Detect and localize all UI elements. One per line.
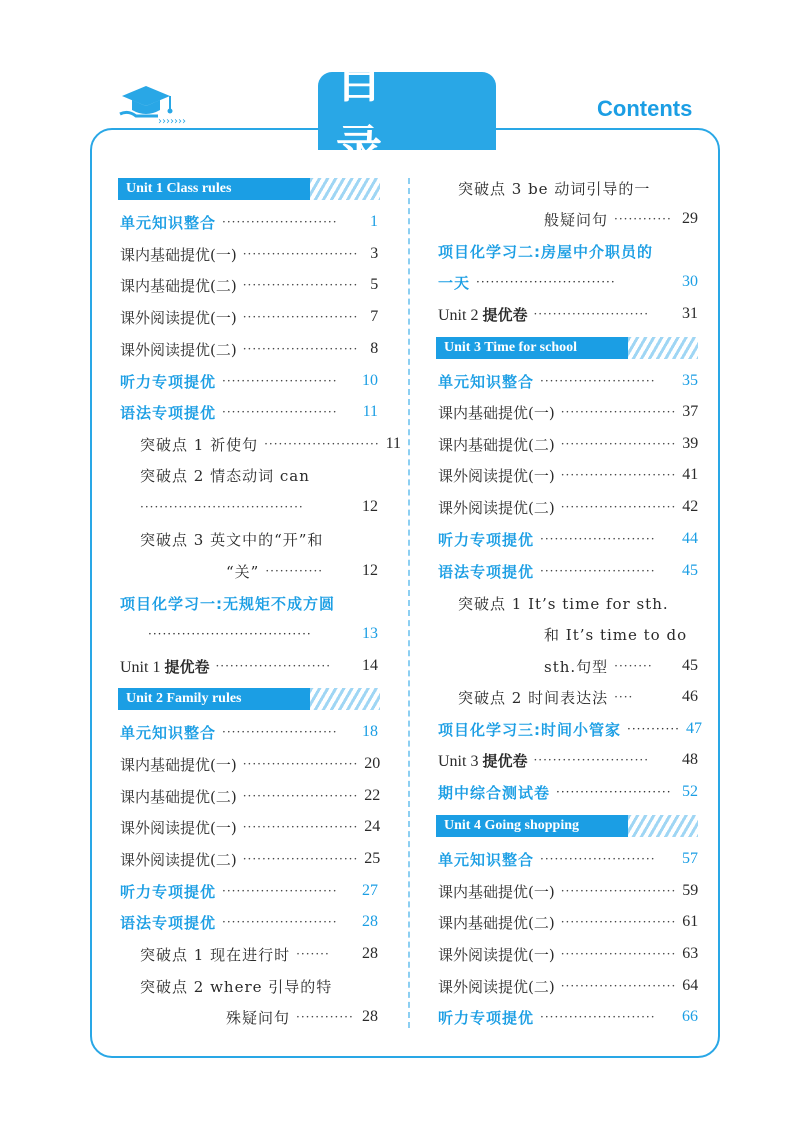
toc-entry[interactable]: 听力专项提优 ························ 44: [438, 530, 698, 549]
toc-subentry-cont[interactable]: ·································· 12: [140, 498, 378, 515]
toc-entry[interactable]: 项目化学习二:房屋中介职员的: [438, 242, 653, 261]
toc-entry[interactable]: 课外阅读提优(二) ························ 42: [438, 498, 699, 517]
toc-entry[interactable]: 听力专项提优 ························ 27: [120, 882, 378, 901]
toc-entry[interactable]: 语法专项提优 ························ 11: [120, 403, 378, 422]
svg-text:›››››››: ›››››››: [158, 116, 186, 127]
toc-entry[interactable]: 语法专项提优 ························ 45: [438, 562, 698, 581]
toc-subentry[interactable]: 突破点 1 现在进行时 ······· 28: [140, 945, 378, 964]
toc-entry[interactable]: 课外阅读提优(一) ························ 7: [120, 308, 379, 327]
toc-entry[interactable]: Unit 3 提优卷 ························ 48: [438, 751, 698, 770]
toc-entry[interactable]: 语法专项提优 ························ 28: [120, 913, 378, 932]
toc-entry[interactable]: 课外阅读提优(二) ························ 25: [120, 850, 381, 869]
toc-entry[interactable]: Unit 2 提优卷 ························ 31: [438, 305, 698, 324]
contents-subtitle: Contents: [597, 96, 693, 121]
toc-subentry-cont[interactable]: sth.句型 ········ 45: [544, 657, 698, 676]
toc-entry[interactable]: 课外阅读提优(一) ························ 41: [438, 466, 699, 485]
page-title: 目 录: [336, 54, 400, 174]
toc-entry[interactable]: 课内基础提优(一) ························ 59: [438, 882, 699, 901]
toc-subentry[interactable]: 突破点 3 英文中的“开”和: [140, 530, 324, 549]
toc-entry[interactable]: 听力专项提优 ························ 10: [120, 372, 378, 391]
toc-subentry-cont[interactable]: 和 It’s time to do: [544, 625, 688, 644]
toc-entry[interactable]: 课内基础提优(二) ························ 22: [120, 787, 381, 806]
toc-subentry[interactable]: 突破点 1 祈使句 ························ 11: [140, 435, 402, 454]
graduation-cap-icon: [118, 84, 198, 128]
toc-entry[interactable]: 课内基础提优(一) ························ 3: [120, 245, 379, 264]
toc-subentry[interactable]: 突破点 2 时间表达法 ···· 46: [458, 688, 698, 707]
toc-entry[interactable]: 课内基础提优(二) ························ 5: [120, 276, 379, 295]
toc-entry[interactable]: 单元知识整合 ························ 18: [120, 723, 378, 742]
toc-entry[interactable]: 课外阅读提优(二) ························ 8: [120, 340, 379, 359]
toc-subentry[interactable]: 突破点 2 where 引导的特: [140, 977, 333, 996]
toc-entry-cont[interactable]: ·································· 13: [148, 625, 378, 642]
unit-4-header: Unit 4 Going shopping: [436, 815, 698, 837]
toc-entry[interactable]: 听力专项提优 ························ 66: [438, 1008, 698, 1027]
toc-entry[interactable]: 课内基础提优(一) ························ 20: [120, 755, 381, 774]
toc-entry[interactable]: 项目化学习一:无规矩不成方圆: [120, 594, 335, 613]
toc-entry[interactable]: 单元知识整合 ························ 1: [120, 213, 378, 232]
toc-entry-cont[interactable]: 一天 ····························· 30: [438, 273, 698, 292]
toc-subentry[interactable]: 突破点 1 It’s time for sth.: [458, 594, 669, 613]
unit-1-header: Unit 1 Class rules: [118, 178, 380, 200]
unit-3-header: Unit 3 Time for school: [436, 337, 698, 359]
toc-entry[interactable]: 单元知识整合 ························ 35: [438, 372, 698, 391]
unit-2-header: Unit 2 Family rules: [118, 688, 380, 710]
toc-entry[interactable]: 课内基础提优(二) ························ 61: [438, 913, 699, 932]
toc-entry[interactable]: 课外阅读提优(一) ························ 63: [438, 945, 699, 964]
toc-subentry-cont[interactable]: 殊疑问句 ············ 28: [226, 1008, 378, 1027]
toc-entry[interactable]: 项目化学习三:时间小管家 ··········· 47: [438, 720, 702, 739]
toc-entry[interactable]: 课内基础提优(二) ························ 39: [438, 435, 699, 454]
column-divider: [408, 178, 410, 1028]
toc-subentry-cont[interactable]: “关” ············ 12: [226, 562, 378, 581]
toc-entry[interactable]: Unit 1 提优卷 ························ 14: [120, 657, 378, 676]
toc-subentry-cont[interactable]: 般疑问句 ············ 29: [544, 210, 698, 229]
toc-entry[interactable]: 单元知识整合 ························ 57: [438, 850, 698, 869]
toc-entry[interactable]: 期中综合测试卷 ························ 52: [438, 783, 698, 802]
toc-entry[interactable]: 课外阅读提优(一) ························ 24: [120, 818, 381, 837]
toc-entry[interactable]: 课内基础提优(一) ························ 37: [438, 403, 699, 422]
toc-entry[interactable]: 课外阅读提优(二) ························ 64: [438, 977, 699, 996]
toc-subentry[interactable]: 突破点 2 情态动词 can: [140, 466, 310, 485]
toc-subentry[interactable]: 突破点 3 be 动词引导的一: [458, 179, 651, 198]
